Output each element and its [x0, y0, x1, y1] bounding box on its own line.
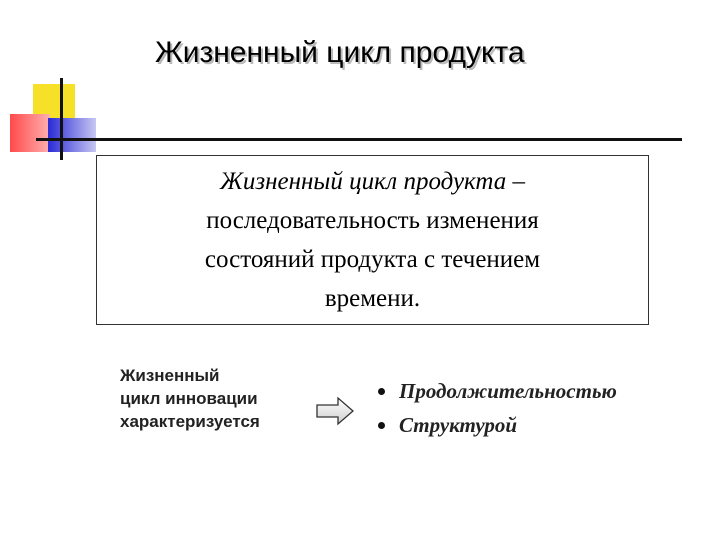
definition-line-3: состояний продукта с течением — [204, 246, 541, 273]
list-item-label: Продолжительностью — [399, 379, 617, 403]
lifecycle-label-line: Жизненный — [120, 366, 220, 385]
definition-term: Жизненный цикл продукта — [219, 168, 507, 195]
list-item — [378, 410, 617, 444]
vertical-rule — [60, 78, 63, 160]
definition-line-2: последовательность изменения — [206, 207, 539, 234]
horizontal-rule — [36, 138, 682, 141]
decorative-squares — [0, 0, 110, 170]
blue-square — [48, 118, 96, 152]
list-item-label: Структурой — [399, 413, 518, 437]
bullet-icon — [378, 422, 385, 429]
lifecycle-label-line: характеризуется — [120, 412, 260, 431]
slide-title: Жизненный цикл продукта — [155, 36, 525, 69]
list-item — [378, 376, 617, 410]
definition-dash: – — [506, 168, 526, 195]
bullet-icon — [378, 388, 385, 395]
definition-line-4: времени. — [324, 285, 421, 312]
definition-line-1 — [97, 162, 648, 201]
lifecycle-characteristics-list — [378, 376, 617, 444]
right-arrow-icon — [316, 396, 354, 426]
red-square — [10, 114, 50, 152]
definition-box — [96, 155, 649, 325]
lifecycle-label — [120, 364, 260, 433]
lifecycle-label-line: цикл инновации — [120, 389, 258, 408]
